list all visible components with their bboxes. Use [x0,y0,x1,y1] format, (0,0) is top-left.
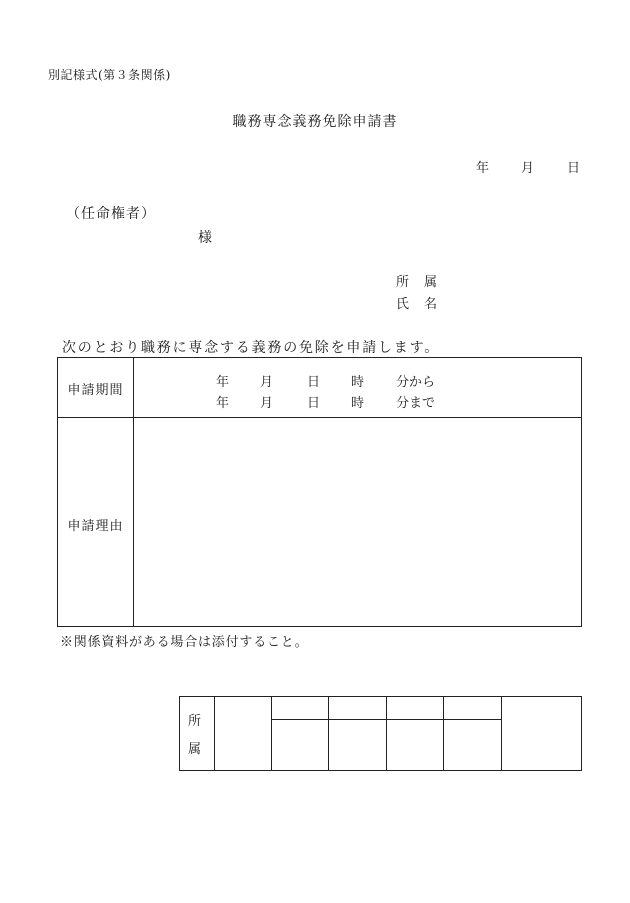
period-to-hour: 時 [351,396,365,411]
period-label: 申請期間 [67,383,124,398]
intro-text: 次のとおり職務に専念する義務の免除を申請します。 [62,340,441,356]
period-to-row[interactable] [58,392,581,411]
affiliation-label-char-1: 所 [396,275,410,290]
name-label-char-1: 氏 [396,297,410,312]
date-year-label: 年 [476,161,490,176]
date-month-label: 月 [521,161,535,176]
period-from-month: 月 [260,375,274,390]
stamp-label-char-2: 属 [188,742,202,757]
affiliation-label-char-2: 属 [424,275,438,290]
period-to-day: 日 [307,396,321,411]
stamp-divider [271,697,272,770]
name-label-char-2: 名 [424,297,438,312]
stamp-divider [328,697,329,770]
period-to-month: 月 [260,396,274,411]
attachment-note: ※関係資料がある場合は添付すること。 [60,635,309,650]
stamp-box [179,696,582,771]
stamp-divider [501,697,502,770]
period-to-minute: 分まで [396,396,436,411]
stamp-divider [386,697,387,770]
appointer-label: （任命権者） [66,206,156,222]
honorific: 様 [198,230,212,246]
reason-field[interactable] [134,418,581,626]
stamp-divider [443,697,444,770]
period-from-hour: 時 [351,375,365,390]
period-from-minute: 分から [396,375,436,390]
period-from-day: 日 [307,375,321,390]
period-from-year: 年 [216,375,230,390]
document-title: 職務専念義務免除申請書 [232,114,398,130]
stamp-label-char-1: 所 [188,714,202,729]
application-table [57,357,582,627]
period-from-row[interactable] [58,371,581,390]
reason-label: 申請理由 [67,519,124,534]
form-reference: 別記様式(第３条関係) [48,68,171,82]
date-day-label: 日 [567,161,581,176]
stamp-divider [214,697,215,770]
period-to-year: 年 [216,396,230,411]
stamp-row-divider [271,719,501,720]
